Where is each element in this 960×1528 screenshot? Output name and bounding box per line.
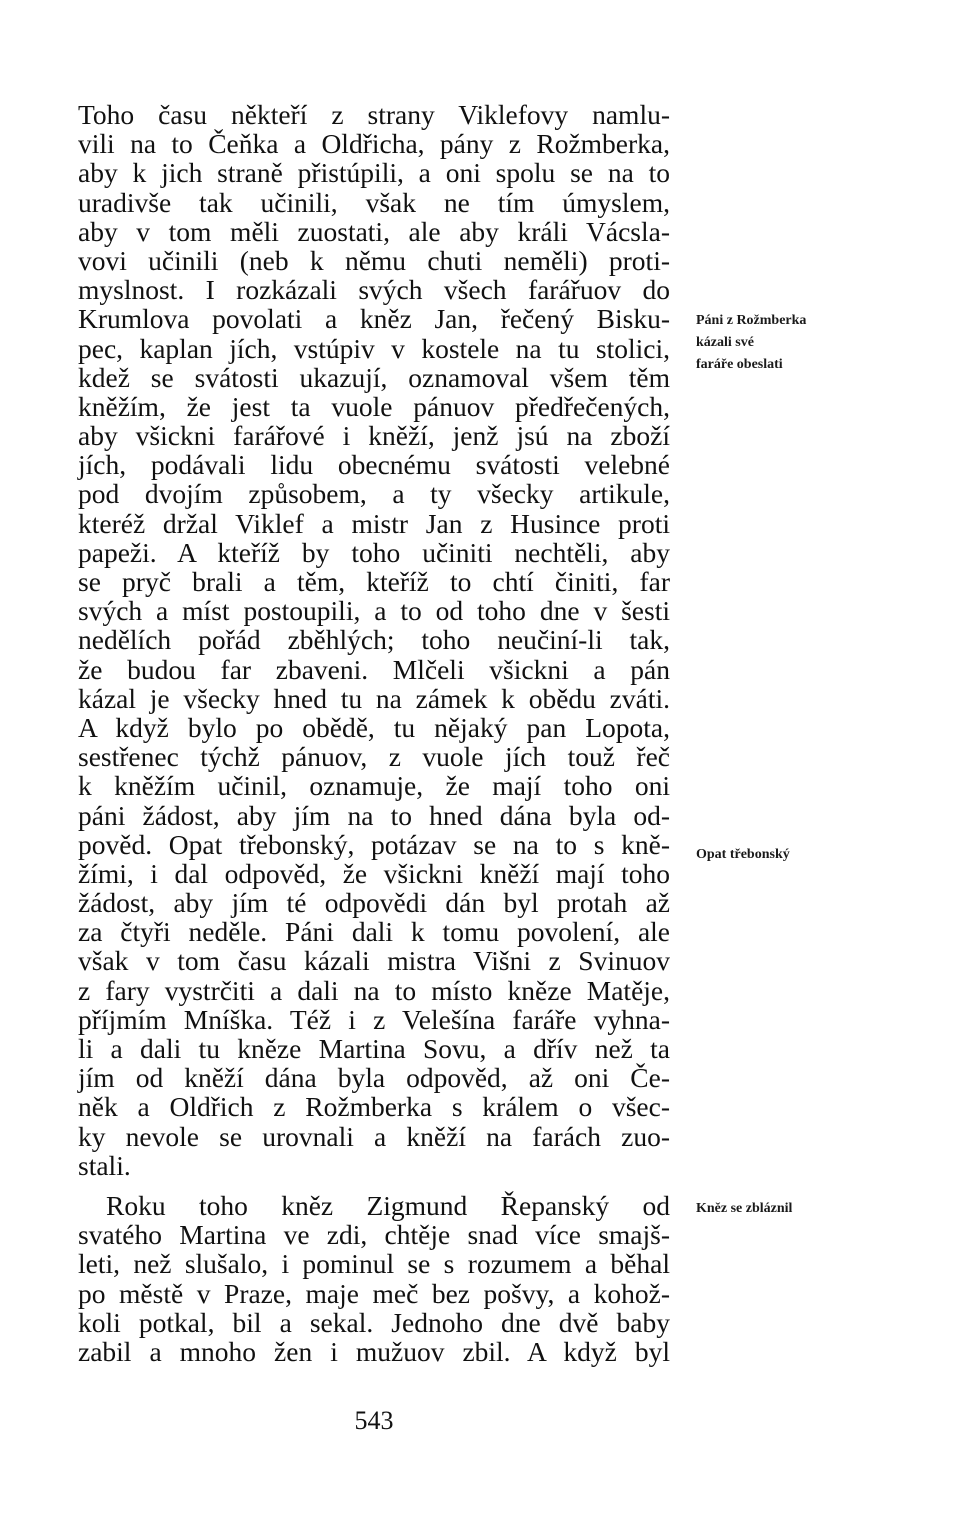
text-line: vovi učinili (neb k němu chuti neměli) proti- [78, 244, 670, 276]
text-line: svých a míst postoupili, a to od toho dne v šesti [78, 595, 670, 627]
paragraph-repansky [78, 1191, 670, 1366]
margin-note-opat [696, 844, 790, 866]
text-line: že budou far zbaveni. Mlčeli všickni a pán [78, 653, 670, 685]
text-line: uradivše tak učinili, však ne tím úmyslem, [78, 186, 670, 218]
text-line: vili na to Čeňka a Oldřicha, pány z Rožmberka, [78, 128, 670, 160]
text-line: žádost, aby jím té odpovědi dán byl protah až [78, 887, 670, 919]
text-line: jím od kněží dána byla odpověd, až oni Če- [78, 1062, 670, 1094]
text-line: leti, než slušalo, i pominul se s rozumem a běhal [78, 1248, 670, 1280]
text-line: kněžím, že jest ta vuole pánuov předřečených, [78, 390, 670, 422]
page-number [0, 1406, 960, 1436]
margin-note-line: Opat třebonský [696, 847, 790, 862]
text-line: Roku toho kněz Zigmund Řepanský od [106, 1190, 670, 1221]
text-line: aby k jich straně přistúpili, a oni spolu se na to [78, 157, 670, 189]
text-line: koli potkal, bil a sekal. Jednoho dne dvě baby [78, 1306, 670, 1338]
text-line: z fary vystrčiti a dali na to místo kněze Matěje, [78, 974, 670, 1006]
text-line: aby všickni farářové i kněží, jenž jsú na zboží [78, 420, 670, 452]
text-line: pověd. Opat třebonský, potázav se na to s kně- [78, 828, 670, 860]
margin-note-line: Páni z Rožmberka [696, 313, 807, 328]
text-line: nedělích pořád zběhlých; toho neučiní-li tak, [78, 624, 670, 656]
text-line: za čtyři neděle. Páni dali k tomu povolení, ale [78, 916, 670, 948]
text-line: k kněžím učinil, oznamuje, že mají toho oni [78, 770, 670, 802]
text-line: zabil a mnoho žen i mužuov zbil. A když byl [78, 1335, 670, 1367]
text-line: pec, kaplan jích, vstúpiv v kostele na tu stolici, [78, 332, 670, 364]
text-line: kteréž držal Viklef a mistr Jan z Husince proti [78, 507, 670, 539]
margin-note-line: kázali své [696, 335, 754, 350]
text-line: myslnost. I rozkázali svých všech farářuov do [78, 274, 670, 306]
text-line: příjmím Mníška. Též i z Velešína faráře vyhna- [78, 1003, 670, 1035]
text-line: li a dali tu kněze Martina Sovu, a dřív než ta [78, 1033, 670, 1064]
text-line: něk a Oldřich z Rožmberka s králem o všec- [78, 1091, 670, 1123]
paragraph-rozmberk [78, 100, 670, 1180]
text-line: jích, podávali lidu obecnému svátosti velebné [78, 449, 670, 481]
text-line: žími, i dal odpověd, že všickni kněží mají toho [78, 857, 670, 889]
margin-note-line: Kněz se zbláznil [696, 1201, 793, 1216]
text-line: aby v tom měli zuostati, ale aby králi Vácsla- [78, 215, 670, 247]
margin-note-knez [696, 1198, 792, 1220]
text-line: po městě v Praze, maje meč bez pošvy, a kohož- [78, 1277, 670, 1309]
page-number-label: 543 [354, 1406, 394, 1435]
text-line: páni žádost, aby jím na to hned dána byla od- [78, 799, 670, 831]
text-line: svatého Martina ve zdi, chtěje snad více smajš- [78, 1219, 670, 1251]
text-line: A když bylo po obědě, tu nějaký pan Lopota, [78, 711, 670, 743]
text-line: Krumlova povolati a kněz Jan, řečený Bisku- [78, 303, 670, 335]
text-line: papeži. A kteříž by toho učiniti nechtěli, aby [78, 536, 670, 568]
margin-note-rozmberk [696, 310, 806, 376]
text-line: Toho času někteří z strany Viklefovy namlu- [78, 99, 670, 130]
text-line: kázal je všecky hned tu na zámek k obědu zváti. [78, 682, 670, 714]
text-line: kdež se svátosti ukazují, oznamoval všem těm [78, 361, 670, 393]
text-line: stali. [78, 1149, 131, 1181]
margin-note-line: faráře obeslati [696, 357, 783, 372]
text-line: pod dvojím způsobem, a ty všecky artikule, [78, 478, 670, 510]
text-line: sestřenec týchž pánuov, z vuole jích touž řeč [78, 741, 670, 773]
text-line: ky nevole se urovnali a kněží na farách zuo- [78, 1120, 670, 1152]
text-line: však v tom času kázali mistra Višni z Svinuov [78, 945, 670, 977]
text-line: se pryč brali a těm, kteříž to chtí činiti, far [78, 566, 670, 597]
